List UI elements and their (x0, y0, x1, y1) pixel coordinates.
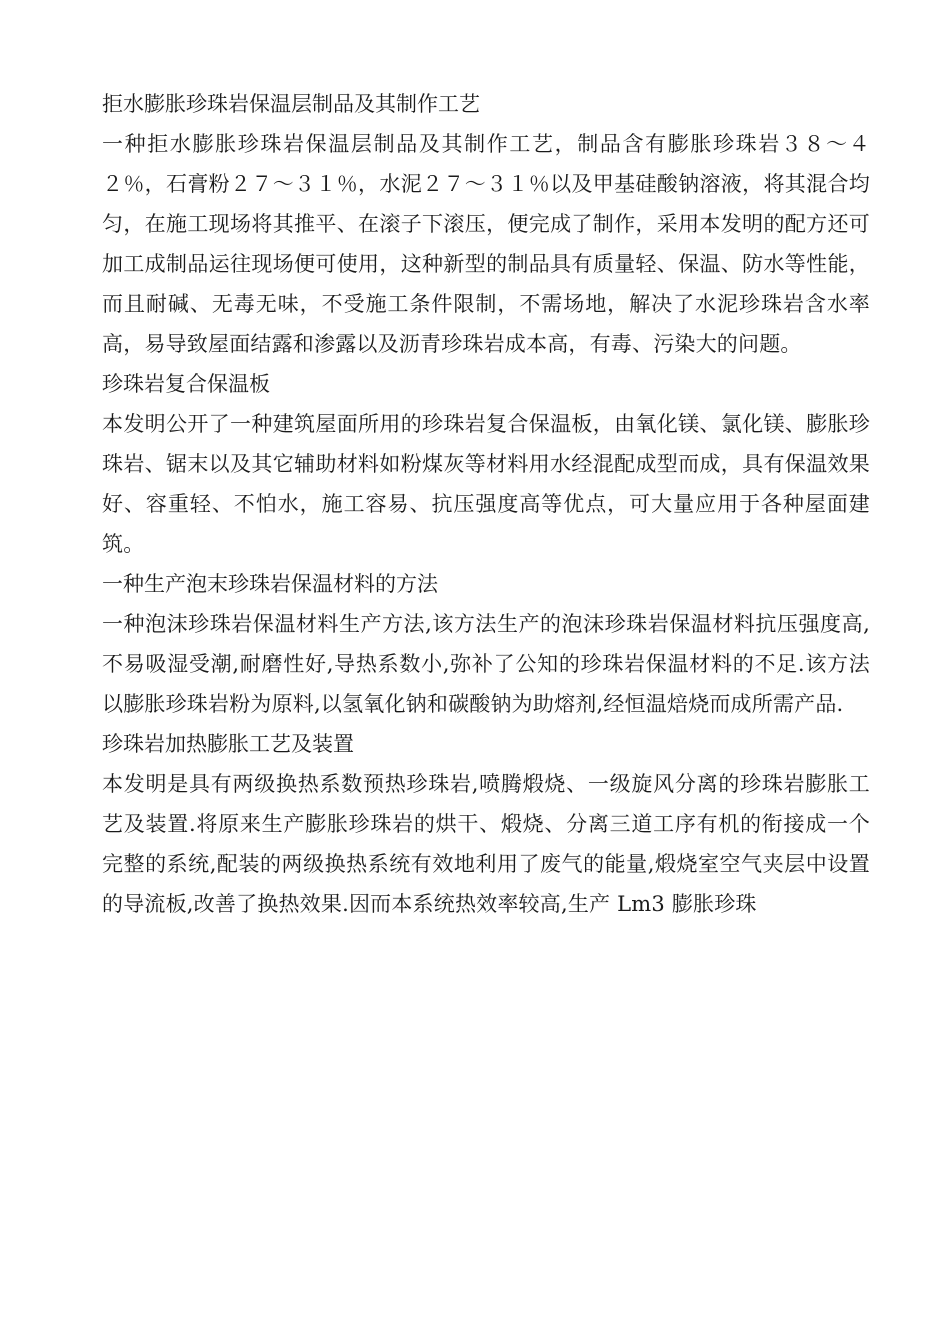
section-body: 一种泡沫珍珠岩保温材料生产方法,该方法生产的泡沫珍珠岩保温材料抗压强度高,不易吸湿受潮,耐磨性好,导热系数小,弥补了公知的珍珠岩保温材料的不足.该方法以膨胀珍珠岩粉为原料,以氢氧化钠和碳酸钠为助熔剂,经恒温焙烧而成所需产品. (102, 612, 870, 716)
document-page (102, 84, 870, 924)
section-body: 本发明公开了一种建筑屋面所用的珍珠岩复合保温板，由氧化镁、氯化镁、膨胀珍珠岩、锯末以及其它辅助材料如粉煤灰等材料用水经混配成型而成，具有保温效果好、容重轻、不怕水，施工容易、抗压强度高等优点，可大量应用于各种屋面建筑。 (102, 412, 870, 556)
section-title: 拒水膨胀珍珠岩保温层制品及其制作工艺 (102, 92, 480, 116)
section-body: 本发明是具有两级换热系数预热珍珠岩,喷腾煅烧、一级旋风分离的珍珠岩膨胀工艺及装置.将原来生产膨胀珍珠岩的烘干、煅烧、分离三道工序有机的衔接成一个完整的系统,配装的两级换热系统有效地利用了废气的能量,煅烧室空气夹层中设置的导流板,改善了换热效果.因而本系统热效率较高,生产 Lm3 膨胀珍珠 (102, 772, 870, 916)
section-body: 一种拒水膨胀珍珠岩保温层制品及其制作工艺，制品含有膨胀珍珠岩３８～４２％，石膏粉２７～３１％，水泥２７～３１％以及甲基硅酸钠溶液，将其混合均匀，在施工现场将其推平、在滚子下滚压，便完成了制作，采用本发明的配方还可加工成制品运往现场便可使用，这种新型的制品具有质量轻、保温、防水等性能，而且耐碱、无毒无味，不受施工条件限制，不需场地，解决了水泥珍珠岩含水率高，易导致屋面结露和渗露以及沥青珍珠岩成本高，有毒、污染大的问题。 (102, 132, 870, 356)
section-title: 一种生产泡末珍珠岩保温材料的方法 (102, 572, 438, 596)
section-title: 珍珠岩复合保温板 (102, 372, 270, 396)
section-2 (102, 364, 870, 564)
section-4 (102, 724, 870, 924)
section-title: 珍珠岩加热膨胀工艺及装置 (102, 732, 354, 756)
section-1 (102, 84, 870, 364)
section-3 (102, 564, 870, 724)
